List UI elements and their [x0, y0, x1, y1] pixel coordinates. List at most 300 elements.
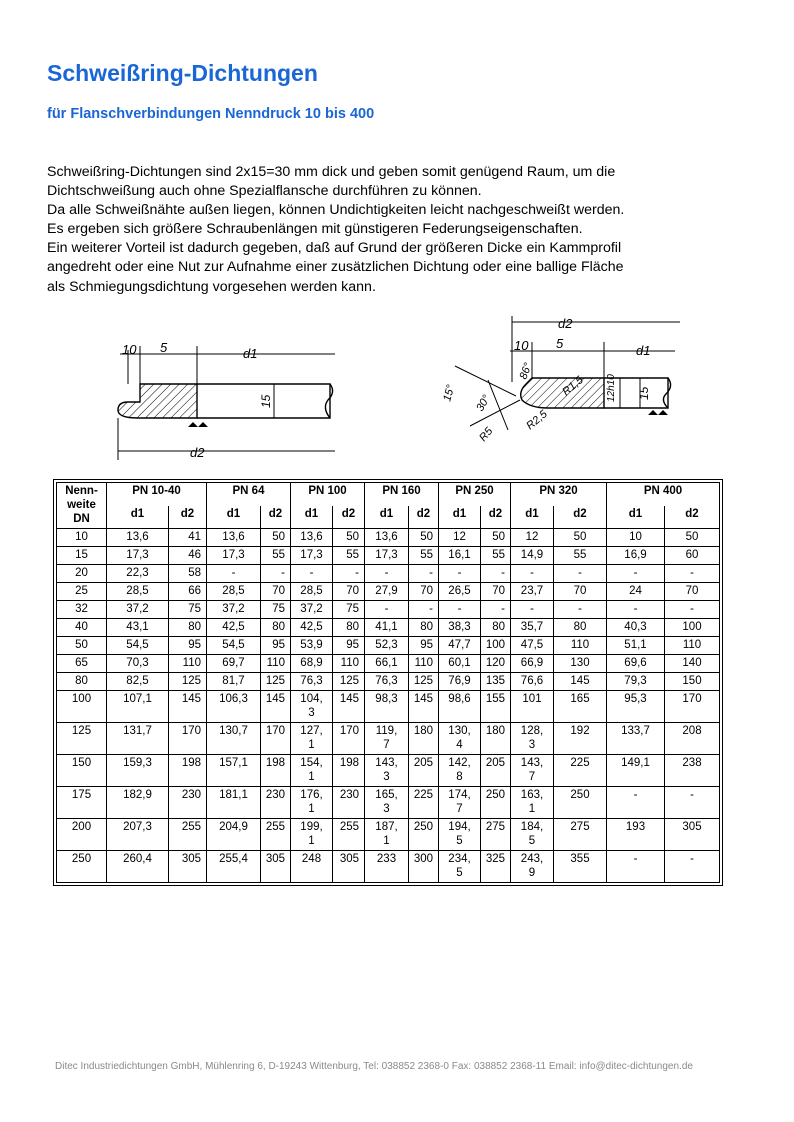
dim-d2-right: d2 [558, 316, 573, 331]
d2-cell: 75 [261, 601, 291, 619]
d2-header: d2 [261, 506, 291, 529]
dim-d2: d2 [190, 445, 205, 460]
d2-cell: 140 [665, 655, 720, 673]
d1-cell: 130, 4 [439, 723, 481, 755]
d2-cell: 80 [409, 619, 439, 637]
d1-cell: 101 [511, 691, 554, 723]
d2-cell: 145 [261, 691, 291, 723]
d2-cell: 230 [261, 787, 291, 819]
d1-cell: 106,3 [207, 691, 261, 723]
d1-cell: - [291, 565, 333, 583]
dn-cell: 10 [57, 529, 107, 547]
d1-cell: 10 [607, 529, 665, 547]
d1-cell: 66,9 [511, 655, 554, 673]
dn-cell: 32 [57, 601, 107, 619]
dim-15-right: 15 [637, 386, 651, 400]
d1-cell: 233 [365, 851, 409, 883]
pn-header: PN 160 [365, 483, 439, 506]
d1-cell: 130,7 [207, 723, 261, 755]
dn-cell: 125 [57, 723, 107, 755]
d2-cell: 95 [169, 637, 207, 655]
d2-cell: 305 [169, 851, 207, 883]
table-row [57, 691, 720, 723]
d1-cell: 181,1 [207, 787, 261, 819]
d1-cell: 70,3 [107, 655, 169, 673]
d1-cell: 260,4 [107, 851, 169, 883]
dim-10-right: 10 [514, 338, 529, 353]
intro-line: Da alle Schweißnähte außen liegen, können Undichtigkeiten leicht nachgeschweißt werden. [47, 202, 625, 219]
d1-header: d1 [511, 506, 554, 529]
d1-cell: 28,5 [207, 583, 261, 601]
d2-cell: 125 [261, 673, 291, 691]
d2-cell: 70 [554, 583, 607, 601]
d1-cell: 199, 1 [291, 819, 333, 851]
d1-cell: 37,2 [291, 601, 333, 619]
d1-cell: 40,3 [607, 619, 665, 637]
d2-cell: 50 [481, 529, 511, 547]
dim-12h10: 12h10 [606, 374, 617, 402]
d1-cell: 149,1 [607, 755, 665, 787]
d1-cell: 98,6 [439, 691, 481, 723]
d1-cell: 37,2 [107, 601, 169, 619]
d2-cell: 110 [261, 655, 291, 673]
dimension-table-frame [53, 479, 723, 886]
d1-cell: - [607, 565, 665, 583]
d1-cell: 165, 3 [365, 787, 409, 819]
d2-cell: 192 [554, 723, 607, 755]
d1-cell: 28,5 [291, 583, 333, 601]
drawing-left-cross-section [118, 346, 335, 460]
d2-header: d2 [409, 506, 439, 529]
dimension-table [56, 482, 720, 883]
d1-cell: 38,3 [439, 619, 481, 637]
d1-cell: - [511, 565, 554, 583]
d2-cell: 75 [169, 601, 207, 619]
weld-symbol-icon [188, 422, 208, 427]
d2-cell: 125 [409, 673, 439, 691]
d2-cell: 80 [333, 619, 365, 637]
table-row [57, 655, 720, 673]
d1-cell: 248 [291, 851, 333, 883]
d2-cell: - [409, 565, 439, 583]
d1-cell: 69,6 [607, 655, 665, 673]
dn-cell: 65 [57, 655, 107, 673]
d1-cell: 104, 3 [291, 691, 333, 723]
d2-header: d2 [665, 506, 720, 529]
d2-cell: 80 [169, 619, 207, 637]
d2-cell: 145 [333, 691, 365, 723]
dim-86deg: 86° [517, 361, 535, 382]
dn-cell: 50 [57, 637, 107, 655]
d2-cell: 170 [665, 691, 720, 723]
d2-cell: - [481, 565, 511, 583]
d1-cell: 119, 7 [365, 723, 409, 755]
d2-cell: 75 [333, 601, 365, 619]
d1-cell: 176, 1 [291, 787, 333, 819]
dn-cell: 200 [57, 819, 107, 851]
d1-cell: 193 [607, 819, 665, 851]
d2-cell: 300 [409, 851, 439, 883]
dn-header-line: weite [67, 499, 96, 511]
d1-cell: - [207, 565, 261, 583]
d1-header: d1 [365, 506, 409, 529]
pn-header: PN 64 [207, 483, 291, 506]
d1-cell: 81,7 [207, 673, 261, 691]
d1-cell: 24 [607, 583, 665, 601]
d2-cell: 250 [554, 787, 607, 819]
d2-cell: 50 [665, 529, 720, 547]
d2-cell: 58 [169, 565, 207, 583]
footer-contact: Ditec Industriedichtungen GmbH, Mühlenring 6, D-19243 Wittenburg, Tel: 038852 2368-0 Fax: 038852 2368-11 Email: info@ditec-dichtungen.de [55, 1061, 693, 1072]
d2-cell: 208 [665, 723, 720, 755]
weld-symbol-icon [648, 410, 668, 415]
d1-cell: 66,1 [365, 655, 409, 673]
d1-cell: 187, 1 [365, 819, 409, 851]
d1-cell: 131,7 [107, 723, 169, 755]
d1-cell: 23,7 [511, 583, 554, 601]
d2-cell: 95 [409, 637, 439, 655]
dim-r15: R1,5 [560, 374, 586, 399]
dn-cell: 15 [57, 547, 107, 565]
d2-cell: 165 [554, 691, 607, 723]
pn-header: PN 100 [291, 483, 365, 506]
d1-cell: 13,6 [291, 529, 333, 547]
d2-cell: 100 [481, 637, 511, 655]
d2-cell: - [554, 565, 607, 583]
d1-cell: 47,5 [511, 637, 554, 655]
dn-cell: 25 [57, 583, 107, 601]
d2-cell: 55 [333, 547, 365, 565]
dim-5: 5 [160, 340, 168, 355]
table-row [57, 755, 720, 787]
d1-cell: - [365, 601, 409, 619]
d2-cell: 110 [169, 655, 207, 673]
intro-line: Schweißring-Dichtungen sind 2x15=30 mm dick und geben somit genügend Raum, um die [47, 164, 616, 180]
d1-header: d1 [439, 506, 481, 529]
dn-cell: 250 [57, 851, 107, 883]
dim-15deg: 15° [441, 383, 458, 403]
d2-cell: 80 [481, 619, 511, 637]
d2-cell: 120 [481, 655, 511, 673]
d2-cell: - [409, 601, 439, 619]
d2-cell: - [665, 787, 720, 819]
d1-cell: 17,3 [207, 547, 261, 565]
d2-cell: 325 [481, 851, 511, 883]
d2-cell: 95 [261, 637, 291, 655]
d2-cell: 55 [481, 547, 511, 565]
d2-cell: 110 [665, 637, 720, 655]
d1-cell: 54,5 [107, 637, 169, 655]
dn-cell: 175 [57, 787, 107, 819]
d1-cell: 47,7 [439, 637, 481, 655]
d1-cell: 128, 3 [511, 723, 554, 755]
page-title: Schweißring-Dichtungen [47, 60, 318, 86]
dim-30deg: 30° [474, 393, 493, 414]
dim-d1-right: d1 [636, 343, 651, 358]
d2-cell: 95 [333, 637, 365, 655]
d2-cell: 250 [481, 787, 511, 819]
d1-cell: 12 [511, 529, 554, 547]
d1-cell: 14,9 [511, 547, 554, 565]
intro-line: als Schmiegungsdichtung vorgesehen werden kann. [47, 278, 376, 295]
dim-r5: R5 [477, 425, 496, 444]
d2-cell: 125 [333, 673, 365, 691]
d2-header: d2 [554, 506, 607, 529]
table-row [57, 601, 720, 619]
d2-cell: 170 [261, 723, 291, 755]
d1-cell: 51,1 [607, 637, 665, 655]
d1-cell: 17,3 [107, 547, 169, 565]
d1-cell: 76,6 [511, 673, 554, 691]
d1-cell: 76,3 [291, 673, 333, 691]
d1-cell: 12 [439, 529, 481, 547]
d1-cell: 82,5 [107, 673, 169, 691]
d2-cell: 275 [554, 819, 607, 851]
d2-cell: 145 [169, 691, 207, 723]
d2-cell: 170 [333, 723, 365, 755]
d2-cell: 50 [333, 529, 365, 547]
d2-cell: 50 [409, 529, 439, 547]
intro-paragraph [47, 163, 747, 297]
d1-cell: - [607, 601, 665, 619]
d2-cell: 255 [169, 819, 207, 851]
d2-cell: 180 [481, 723, 511, 755]
table-row [57, 529, 720, 547]
intro-line: Es ergeben sich größere Schraubenlängen mit günstigeren Federungseigenschaften. [47, 221, 583, 238]
d1-cell: 107,1 [107, 691, 169, 723]
d1-cell: 13,6 [365, 529, 409, 547]
d1-cell: 204,9 [207, 819, 261, 851]
dn-header-line: DN [73, 513, 90, 525]
d1-cell: 255,4 [207, 851, 261, 883]
intro-line: Dichtschweißung auch ohne Spezialflansche durchführen zu können. [47, 183, 482, 200]
d1-cell: 143, 7 [511, 755, 554, 787]
d2-cell: - [554, 601, 607, 619]
d1-cell: 127, 1 [291, 723, 333, 755]
d1-cell: 16,1 [439, 547, 481, 565]
d1-cell: 27,9 [365, 583, 409, 601]
dim-10: 10 [122, 342, 137, 357]
d1-cell: 37,2 [207, 601, 261, 619]
d2-cell: 100 [665, 619, 720, 637]
d2-cell: 70 [665, 583, 720, 601]
d1-cell: 95,3 [607, 691, 665, 723]
table-row [57, 565, 720, 583]
d2-cell: 46 [169, 547, 207, 565]
d2-cell: 170 [169, 723, 207, 755]
d1-cell: 54,5 [207, 637, 261, 655]
d2-cell: 70 [261, 583, 291, 601]
d1-cell: 76,9 [439, 673, 481, 691]
d2-cell: 130 [554, 655, 607, 673]
dn-cell: 20 [57, 565, 107, 583]
d1-cell: 184, 5 [511, 819, 554, 851]
table-row [57, 673, 720, 691]
d1-cell: 142, 8 [439, 755, 481, 787]
d1-cell: 98,3 [365, 691, 409, 723]
table-row [57, 637, 720, 655]
dim-5-right: 5 [556, 336, 564, 351]
d2-cell: 205 [481, 755, 511, 787]
dim-r25: R2,5 [524, 408, 550, 433]
table-row [57, 819, 720, 851]
d2-cell: 198 [261, 755, 291, 787]
table-row [57, 583, 720, 601]
d2-cell: 230 [169, 787, 207, 819]
intro-line: angedreht oder eine Nut zur Aufnahme einer zusätzlichen Dichtung oder eine ballige Fläche [47, 259, 624, 276]
d2-cell: 225 [409, 787, 439, 819]
pn-header: PN 320 [511, 483, 607, 506]
intro-line: Ein weiterer Vorteil ist dadurch gegeben, daß auf Grund der größeren Dicke ein Kammprofil [47, 240, 622, 257]
d1-cell: 17,3 [365, 547, 409, 565]
d1-cell: 182,9 [107, 787, 169, 819]
d2-cell: 255 [261, 819, 291, 851]
pn-header: PN 400 [607, 483, 720, 506]
d1-cell: 76,3 [365, 673, 409, 691]
d2-cell: 60 [665, 547, 720, 565]
dim-15: 15 [259, 394, 273, 408]
d1-cell: 28,5 [107, 583, 169, 601]
d1-cell: 154, 1 [291, 755, 333, 787]
d1-cell: 42,5 [291, 619, 333, 637]
d2-cell: 135 [481, 673, 511, 691]
d2-header: d2 [333, 506, 365, 529]
d2-cell: 55 [554, 547, 607, 565]
d1-header: d1 [291, 506, 333, 529]
d2-cell: 55 [409, 547, 439, 565]
d2-cell: 275 [481, 819, 511, 851]
dim-d1: d1 [243, 346, 258, 361]
d2-cell: 355 [554, 851, 607, 883]
d1-cell: - [439, 601, 481, 619]
d1-cell: 13,6 [207, 529, 261, 547]
d2-cell: 70 [481, 583, 511, 601]
d2-cell: 66 [169, 583, 207, 601]
d2-header: d2 [169, 506, 207, 529]
d2-cell: 198 [333, 755, 365, 787]
d2-cell: - [665, 565, 720, 583]
d2-cell: 305 [333, 851, 365, 883]
d1-cell: 174, 7 [439, 787, 481, 819]
d2-cell: 50 [554, 529, 607, 547]
d1-cell: 41,1 [365, 619, 409, 637]
d2-cell: 145 [554, 673, 607, 691]
d2-cell: 155 [481, 691, 511, 723]
dn-cell: 40 [57, 619, 107, 637]
d1-cell: 35,7 [511, 619, 554, 637]
d1-cell: - [439, 565, 481, 583]
drawing-right-cross-section [455, 316, 680, 430]
d2-cell: 305 [261, 851, 291, 883]
d1-cell: 26,5 [439, 583, 481, 601]
pn-header: PN 250 [439, 483, 511, 506]
d1-cell: 17,3 [291, 547, 333, 565]
d2-cell: 205 [409, 755, 439, 787]
d2-cell: 110 [333, 655, 365, 673]
d2-cell: - [261, 565, 291, 583]
d2-cell: 225 [554, 755, 607, 787]
d2-cell: 41 [169, 529, 207, 547]
d1-cell: 163, 1 [511, 787, 554, 819]
technical-drawings [0, 300, 794, 470]
d2-cell: 125 [169, 673, 207, 691]
d2-cell: 50 [261, 529, 291, 547]
d2-cell: 110 [409, 655, 439, 673]
d1-cell: 68,9 [291, 655, 333, 673]
d1-cell: 194, 5 [439, 819, 481, 851]
d2-cell: - [481, 601, 511, 619]
d1-header: d1 [207, 506, 261, 529]
d1-cell: - [607, 851, 665, 883]
d1-cell: 207,3 [107, 819, 169, 851]
d2-cell: 70 [333, 583, 365, 601]
dn-header-line: Nenn- [65, 485, 98, 497]
d2-cell: 70 [409, 583, 439, 601]
d1-cell: 13,6 [107, 529, 169, 547]
d2-cell: 255 [333, 819, 365, 851]
d2-cell: 238 [665, 755, 720, 787]
table-header-row [57, 483, 720, 506]
d1-cell: 159,3 [107, 755, 169, 787]
d2-cell: 305 [665, 819, 720, 851]
table-row [57, 851, 720, 883]
d2-cell: 250 [409, 819, 439, 851]
d2-cell: 180 [409, 723, 439, 755]
table-subheader-row [57, 506, 720, 529]
d1-cell: 53,9 [291, 637, 333, 655]
table-row [57, 787, 720, 819]
d1-cell: 143, 3 [365, 755, 409, 787]
table-body [57, 529, 720, 883]
d1-header: d1 [607, 506, 665, 529]
d1-cell: 52,3 [365, 637, 409, 655]
d1-cell: 69,7 [207, 655, 261, 673]
d1-cell: 234, 5 [439, 851, 481, 883]
dn-cell: 80 [57, 673, 107, 691]
d2-header: d2 [481, 506, 511, 529]
d2-cell: 150 [665, 673, 720, 691]
d1-cell: 79,3 [607, 673, 665, 691]
d1-cell: - [365, 565, 409, 583]
d1-cell: 243, 9 [511, 851, 554, 883]
table-row [57, 723, 720, 755]
d2-cell: 230 [333, 787, 365, 819]
d2-cell: - [665, 851, 720, 883]
d2-cell: 55 [261, 547, 291, 565]
table-row [57, 619, 720, 637]
d1-cell: 133,7 [607, 723, 665, 755]
d1-cell: 157,1 [207, 755, 261, 787]
d1-cell: 42,5 [207, 619, 261, 637]
d1-cell: 60,1 [439, 655, 481, 673]
page-subtitle: für Flanschverbindungen Nenndruck 10 bis 400 [47, 106, 375, 122]
dn-header [57, 483, 107, 529]
dn-cell: 150 [57, 755, 107, 787]
d2-cell: 145 [409, 691, 439, 723]
d1-cell: - [607, 787, 665, 819]
d2-cell: 110 [554, 637, 607, 655]
table-row [57, 547, 720, 565]
d1-header: d1 [107, 506, 169, 529]
d1-cell: 43,1 [107, 619, 169, 637]
d2-cell: - [665, 601, 720, 619]
d1-cell: 22,3 [107, 565, 169, 583]
d1-cell: 16,9 [607, 547, 665, 565]
d2-cell: 80 [261, 619, 291, 637]
d2-cell: - [333, 565, 365, 583]
d2-cell: 198 [169, 755, 207, 787]
pn-header: PN 10-40 [107, 483, 207, 506]
